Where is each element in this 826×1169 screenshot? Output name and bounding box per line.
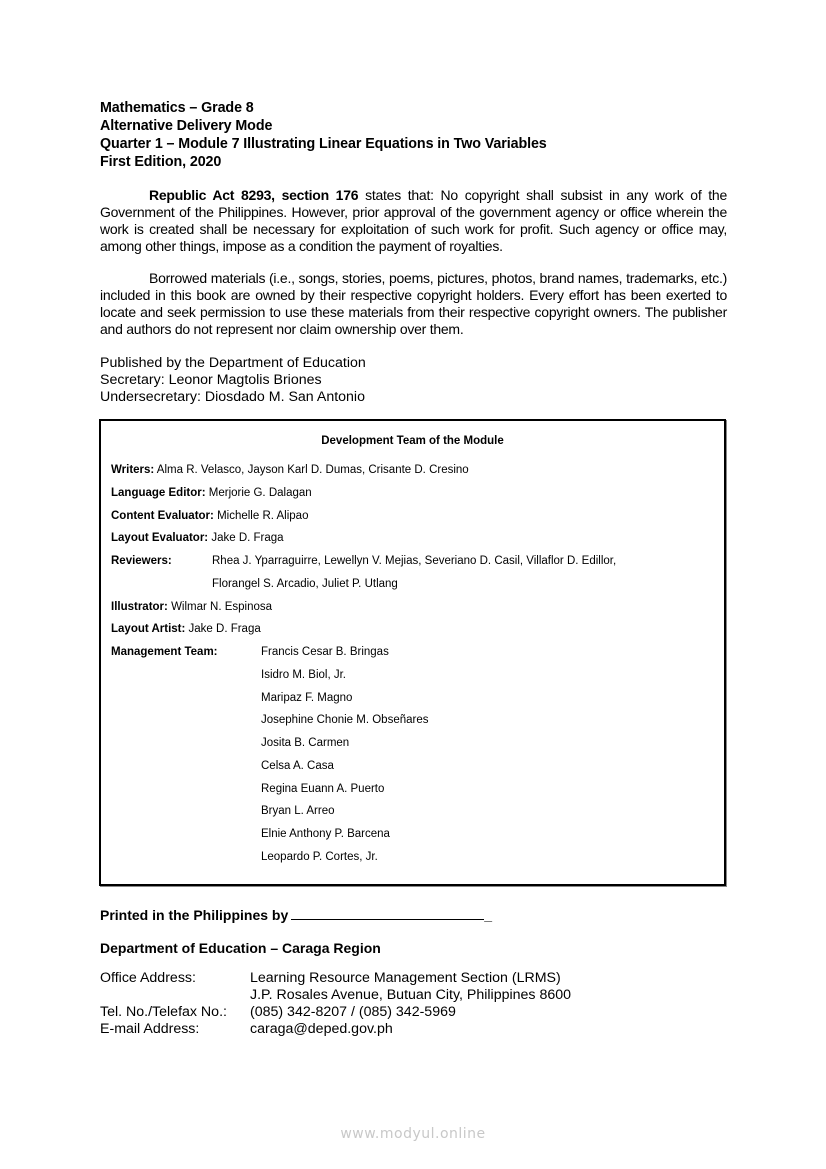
team-title: Development Team of the Module: [321, 435, 504, 447]
borrowed-text: Borrowed materials (i.e., songs, stories, poems, pictures, photos, brand names, trademarks, etc.) included in this book are owned by their respective copyright holders. Every effort has been exerted to locate and seek permission to use these materials from their respective copyright owners. The publisher and authors do not represent nor claim ownership over them.: [100, 270, 727, 337]
illustrator-line: [111, 601, 272, 613]
language-editor-line: [111, 487, 312, 499]
office-address-line1: Learning Resource Management Section (LRMS): [250, 970, 561, 986]
document-header: [100, 99, 547, 171]
illustrator-label: Illustrator:: [111, 601, 168, 613]
law-reference: Republic Act 8293, section 176: [149, 187, 359, 203]
printer-blank-line: [291, 906, 484, 920]
subject-title: Mathematics – Grade 8: [100, 100, 254, 116]
writers-label: Writers:: [111, 464, 155, 476]
reviewers-value-1: Rhea J. Yparraguirre, Lewellyn V. Mejias, Severiano D. Casil, Villaflor D. Edillor,: [212, 555, 617, 567]
layout-artist-label: Layout Artist:: [111, 623, 186, 635]
region-title: Department of Education – Caraga Region: [100, 940, 381, 956]
content-evaluator-line: [111, 510, 308, 522]
publisher-block: [100, 355, 366, 406]
layout-evaluator-value: Jake D. Fraga: [208, 532, 284, 544]
management-member: Leopardo P. Cortes, Jr.: [261, 851, 378, 863]
management-member: Elnie Anthony P. Barcena: [261, 828, 390, 840]
copyright-paragraph: [100, 187, 727, 255]
management-member: Isidro M. Biol, Jr.: [261, 669, 346, 681]
website-watermark: www.modyul.online: [340, 1126, 486, 1142]
reviewers-label: Reviewers:: [111, 555, 172, 567]
management-member: Bryan L. Arreo: [261, 805, 335, 817]
writers-value: Alma R. Velasco, Jayson Karl D. Dumas, Crisante D. Cresino: [154, 464, 469, 476]
language-editor-value: Merjorie G. Dalagan: [205, 487, 312, 499]
telephone-value: (085) 342-8207 / (085) 342-5969: [250, 1004, 456, 1020]
email-label: E-mail Address:: [100, 1021, 200, 1037]
management-member: Regina Euann A. Puerto: [261, 783, 385, 795]
management-member: Maripaz F. Magno: [261, 692, 353, 704]
management-member: Josephine Chonie M. Obseñares: [261, 714, 429, 726]
management-member: Josita B. Carmen: [261, 737, 350, 749]
content-evaluator-label: Content Evaluator:: [111, 510, 214, 522]
published-by: Published by the Department of Education: [100, 355, 366, 371]
copyright-text: states that: No copyright shall subsist in any work of the Government of the Philippines. However, prior approval of the government agency or office wherein the work is created shall be necessary for exploitation of such work for profit. Such agency or office may, among other things, impose as a condition the payment of royalties.: [100, 187, 727, 254]
office-address-label: Office Address:: [100, 970, 196, 986]
writers-line: [111, 464, 469, 476]
printed-by-line: [100, 906, 492, 923]
language-editor-label: Language Editor:: [111, 487, 206, 499]
management-member: Celsa A. Casa: [261, 760, 334, 772]
undersecretary: Undersecretary: Diosdado M. San Antonio: [100, 389, 365, 405]
management-team-line: [111, 646, 218, 658]
printed-by-label: Printed in the Philippines by: [100, 907, 289, 923]
illustrator-value: Wilmar N. Espinosa: [167, 601, 273, 613]
email-value: caraga@deped.gov.ph: [250, 1021, 393, 1037]
content-evaluator-value: Michelle R. Alipao: [213, 510, 309, 522]
layout-artist-value: Jake D. Fraga: [185, 623, 261, 635]
module-title: Quarter 1 – Module 7 Illustrating Linear Equations in Two Variables: [100, 136, 547, 152]
printed-trailing: _: [484, 907, 493, 923]
layout-evaluator-line: [111, 532, 284, 544]
telephone-label: Tel. No./Telefax No.:: [100, 1004, 227, 1020]
reviewers-line: [111, 555, 172, 567]
management-team-label: Management Team:: [111, 646, 218, 658]
layout-evaluator-label: Layout Evaluator:: [111, 532, 209, 544]
management-member: Francis Cesar B. Bringas: [261, 646, 389, 658]
development-team-box: [99, 419, 726, 886]
layout-artist-line: [111, 623, 261, 635]
reviewers-value-2: Florangel S. Arcadio, Juliet P. Utlang: [212, 578, 398, 590]
edition: First Edition, 2020: [100, 154, 222, 170]
secretary: Secretary: Leonor Magtolis Briones: [100, 372, 322, 388]
delivery-mode: Alternative Delivery Mode: [100, 118, 273, 134]
office-address-line2: J.P. Rosales Avenue, Butuan City, Philippines 8600: [250, 987, 572, 1003]
borrowed-materials-paragraph: [100, 270, 727, 338]
